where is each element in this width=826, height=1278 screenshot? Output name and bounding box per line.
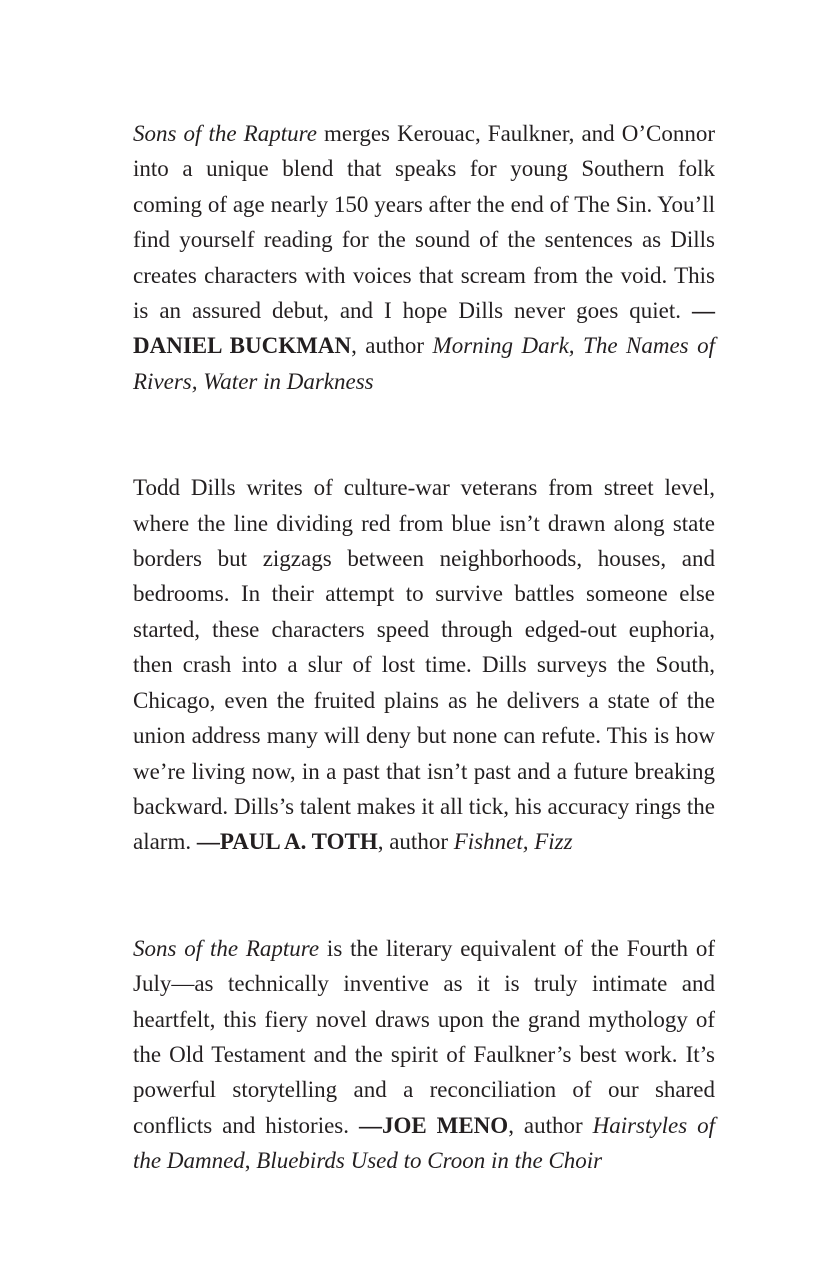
reviewer-name: JOE MENO xyxy=(381,1112,509,1138)
reviewer-work: Hairstyles of the Damned xyxy=(133,1112,715,1174)
reviewer-name: DANIEL BUCKMAN xyxy=(133,333,352,359)
blurb-text: is the literary equivalent of the Fourth of July—as technically inventive as it is truly intimate and heartfelt, this fiery novel draws upon the grand mythology of the Old Testament and the spirit of Faulkner’s best work. It’s powerful storytelling and a reconciliation of our shared conflicts and histories. xyxy=(133,935,716,1138)
attribution-dash: — xyxy=(358,1112,382,1138)
blurbs-page xyxy=(133,116,715,1179)
attribution-dash: — xyxy=(196,829,220,855)
reviewer-name: PAUL A. TOTH xyxy=(219,829,378,855)
book-title: Sons of the Rapture xyxy=(133,935,320,961)
reviewer-works: Fishnet, Fizz xyxy=(453,829,573,855)
author-label: , author xyxy=(508,1112,593,1138)
reviewer-works: Morning Dark, The Names of Rivers, Water in Darkness xyxy=(133,333,715,394)
blurb-text: Todd Dills writes of culture-war veterans from street level, where the line dividing red from blue isn’t drawn along state borders but zigzags between neighborhoods, houses, and bedrooms. In their attempt to survive battles someone else started, these characters speed through edged-out euphoria, then crash into a slur of lost time. Dills surveys the South, Chicago, even the fruited plains as he delivers a state of the union address many will deny but none can refute. This is how we’re living now, in a past that isn’t past and a future breaking backward. Dills’s talent makes it all tick, his accuracy rings the alarm. xyxy=(133,475,715,855)
author-label: , author xyxy=(377,829,454,855)
attribution-dash: — xyxy=(692,298,715,324)
book-title: Sons of the Rapture xyxy=(133,121,317,146)
author-label: , author xyxy=(351,333,433,359)
blurb-text: merges Kerouac, Faulkner, and O’Connor into a unique blend that speaks for young Southern folk coming of age nearly 150 years after the end of The Sin. You’ll find yourself reading for the sound of the sentences as Dills creates characters with voices that scream from the void. This is an assured debut, and I hope Dills never goes quiet. xyxy=(133,121,716,324)
reviewer-work: Bluebirds Used to Croon in the Choir xyxy=(256,1148,603,1174)
blurb-paul-toth xyxy=(133,470,715,859)
works-separator: , xyxy=(244,1148,257,1174)
blurb-joe-meno xyxy=(133,931,715,1179)
blurb-daniel-buckman xyxy=(133,116,715,399)
